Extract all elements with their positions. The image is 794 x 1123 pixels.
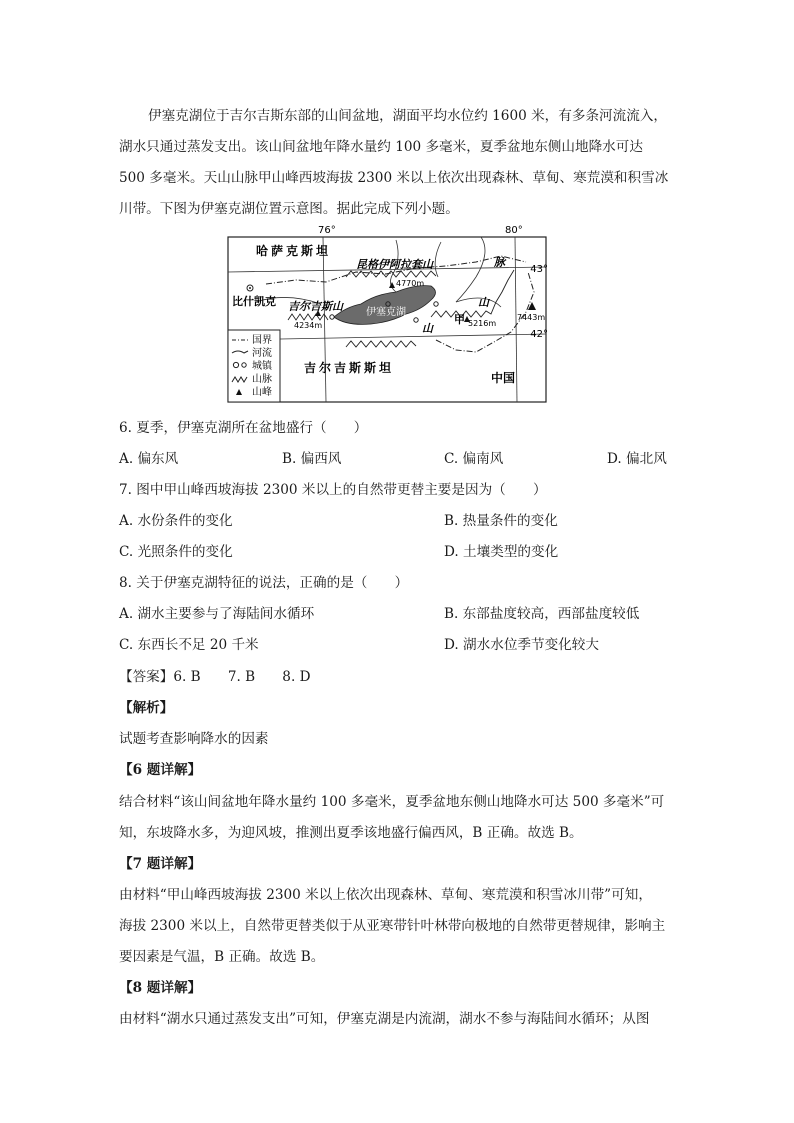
lake-label: 伊塞克湖 (366, 307, 406, 318)
q7-line-1: 由材料“甲山峰西坡海拔 2300 米以上依次出现森林、草甸、寒荒漠和积雪冰川带”可知， (119, 887, 652, 903)
label-kazakhstan: 哈萨克斯坦 (256, 244, 332, 258)
question-6-option-b: B. 偏西风 (282, 451, 342, 467)
legend-border-label: 国界 (252, 335, 272, 346)
lon-label-76: 76° (318, 225, 336, 236)
label-bishkek: 比什凯克 (232, 295, 276, 308)
intro-line-4: 川带。下图为伊塞克湖位置示意图。据此完成下列小题。 (119, 201, 459, 217)
question-6-option-a: A. 偏东风 (119, 451, 179, 467)
label-range-center-2: 山 (478, 296, 489, 309)
q7-line-2: 海拔 2300 米以上，自然带更替类似于从亚寒带针叶林带向极地的自然带更替规律，影响主 (119, 918, 666, 934)
analysis-heading: 【解析】 (119, 700, 174, 716)
question-8-option-c: C. 东西长不足 20 千米 (119, 637, 259, 653)
label-peak-4770: 4770m (396, 279, 425, 288)
label-peak-4234: 4234m (294, 321, 323, 330)
intro-line-3: 500 多毫米。天山山脉甲山峰西坡海拔 2300 米以上依次出现森林、草甸、寒荒漠和积雪冰 (119, 170, 669, 186)
question-7-stem: 7. 图中甲山峰西坡海拔 2300 米以上的自然带更替主要是因为（ ） (119, 482, 547, 498)
question-8-option-b: B. 东部盐度较高，西部盐度较低 (444, 606, 640, 622)
lon-label-80: 80° (505, 225, 523, 236)
question-8-option-a: A. 湖水主要参与了海陆间水循环 (119, 606, 315, 622)
question-6-stem: 6. 夏季，伊塞克湖所在盆地盛行（ ） (119, 420, 368, 436)
intro-line-2: 湖水只通过蒸发支出。该山间盆地年降水量约 100 多毫米，夏季盆地东侧山地降水可达 (119, 139, 643, 155)
label-range-west: 吉尔吉斯山 (288, 300, 343, 313)
question-6-option-c: C. 偏南风 (444, 451, 504, 467)
q8-heading: 【8 题详解】 (119, 980, 202, 996)
label-kyrgyzstan: 吉尔吉斯斯坦 (304, 361, 395, 375)
answer-line: 【答案】6. B 7. B 8. D (119, 669, 311, 685)
legend-range-label: 山脉 (252, 374, 272, 385)
capital-dot (249, 287, 251, 289)
question-8-stem: 8. 关于伊塞克湖特征的说法，正确的是（ ） (119, 575, 409, 591)
issyk-kul-location-map (226, 222, 550, 404)
label-range-north: 昆格伊阿拉套山 (356, 258, 433, 271)
question-7-option-b: B. 热量条件的变化 (444, 513, 558, 529)
legend-peak-label: 山峰 (252, 387, 272, 398)
label-peak-7443: 7443m (517, 313, 546, 322)
label-peak-jia: 甲 (454, 313, 465, 326)
q6-line-1: 结合材料“该山间盆地年降水量约 100 多毫米，夏季盆地东侧山地降水可达 500 多毫米”可 (119, 794, 665, 810)
legend-town-label: 城镇 (252, 361, 272, 372)
q6-line-2: 知，东坡降水多，为迎风坡，推测出夏季该地盛行偏西风，B 正确。故选 B。 (119, 825, 583, 841)
label-peak-5216: 5216m (468, 319, 497, 328)
question-7-option-d: D. 土壤类型的变化 (444, 544, 559, 560)
lat-label-42: 42° (530, 329, 548, 340)
question-7-option-c: C. 光照条件的变化 (119, 544, 233, 560)
legend-river-label: 河流 (252, 348, 272, 359)
question-8-option-d: D. 湖水水位季节变化较大 (444, 637, 599, 653)
q7-line-3: 要因素是气温，B 正确。故选 B。 (119, 949, 325, 965)
label-china: 中国 (491, 371, 516, 385)
lat-label-43: 43° (530, 264, 548, 275)
intro-line-1: 伊塞克湖位于吉尔吉斯东部的山间盆地，湖面平均水位约 1600 米，有多条河流流入， (148, 108, 668, 124)
label-range-center-1: 山 (422, 322, 433, 335)
q7-heading: 【7 题详解】 (119, 856, 202, 872)
q8-line-1: 由材料“湖水只通过蒸发支出”可知，伊塞克湖是内流湖，湖水不参与海陆间水循环；从图 (119, 1011, 650, 1027)
question-7-option-a: A. 水份条件的变化 (119, 513, 233, 529)
q6-heading: 【6 题详解】 (119, 762, 202, 778)
question-6-option-d: D. 偏北风 (607, 451, 667, 467)
label-range-tail: 脉 (494, 256, 505, 269)
analysis-intro: 试题考查影响降水的因素 (119, 731, 269, 747)
